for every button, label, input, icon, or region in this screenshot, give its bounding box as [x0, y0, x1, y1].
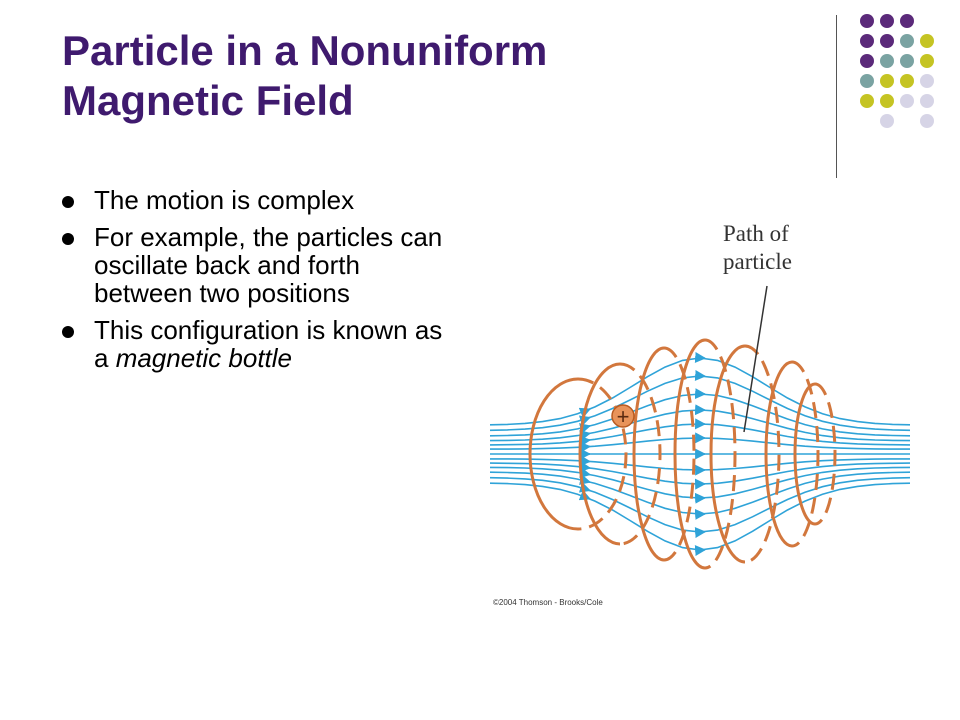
field-line: [490, 463, 910, 484]
decorative-dot-grid: [852, 14, 952, 154]
field-line: [490, 394, 910, 436]
decorative-dot: [920, 54, 934, 68]
decorative-dot: [920, 114, 934, 128]
bullet-item-2: [60, 223, 450, 307]
field-arrow: [582, 467, 590, 468]
decorative-dot: [900, 34, 914, 48]
field-line: [490, 376, 910, 430]
decorative-dot: [880, 74, 894, 88]
bullet-text-3: This configuration is known as a: [94, 315, 443, 373]
decorative-dot: [880, 94, 894, 108]
bullet-text-2: For example, the particles can oscillate back and forth between two positions: [94, 222, 443, 308]
decorative-dot: [900, 74, 914, 88]
field-arrow: [582, 440, 590, 441]
bullet-text-1: The motion is complex: [94, 185, 355, 215]
copyright-notice: ©2004 Thomson - Brooks/Cole: [493, 598, 603, 607]
slide-title: [62, 26, 782, 126]
decorative-dot: [860, 14, 874, 28]
charge-symbol: +: [616, 404, 630, 429]
field-arrow: [582, 447, 590, 448]
decorative-dot: [920, 74, 934, 88]
decorative-dot: [920, 94, 934, 108]
decorative-dot: [900, 94, 914, 108]
field-arrow: [697, 550, 705, 551]
decorative-dot: [880, 54, 894, 68]
decorative-dot: [860, 74, 874, 88]
decorative-dot: [900, 54, 914, 68]
bullet-emphasis: magnetic bottle: [115, 343, 293, 373]
field-lines: [490, 358, 910, 551]
bullet-list: [60, 186, 450, 381]
decorative-dot: [860, 54, 874, 68]
decorative-dot: [860, 94, 874, 108]
decorative-dot: [880, 114, 894, 128]
decorative-dot: [920, 34, 934, 48]
field-line: [490, 410, 910, 441]
decorative-dot: [880, 34, 894, 48]
decorative-dot: [880, 14, 894, 28]
title-divider: [836, 15, 837, 178]
decorative-dot: [900, 14, 914, 28]
path-label-line-2: particle: [723, 249, 792, 274]
field-arrow: [697, 358, 705, 359]
path-label-line-1: Path of: [723, 221, 789, 246]
field-arrow: [582, 473, 590, 475]
field-line: [490, 478, 910, 532]
field-line: [490, 424, 910, 445]
bullet-item-3: [60, 316, 450, 372]
decorative-dot: [860, 34, 874, 48]
field-arrow: [697, 376, 705, 377]
field-arrow: [582, 433, 590, 435]
field-arrow: [582, 461, 590, 462]
field-line: [490, 472, 910, 514]
path-label: [723, 220, 792, 276]
field-arrow: [697, 532, 705, 533]
magnetic-bottle-diagram: [480, 212, 920, 624]
bullet-item-1: [60, 186, 450, 214]
title-line-1: Particle in a Nonuniform: [62, 27, 548, 74]
title-line-2: Magnetic Field: [62, 77, 354, 124]
field-line: [490, 467, 910, 498]
